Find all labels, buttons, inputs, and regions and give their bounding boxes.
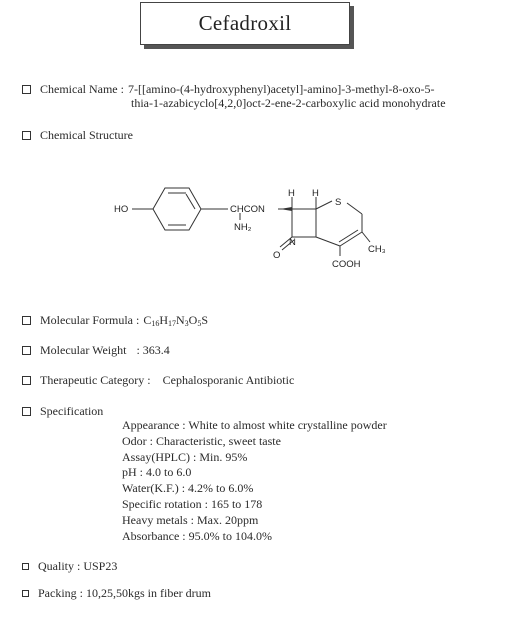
checkbox-bullet-icon <box>22 590 29 597</box>
therapeutic-category-row <box>22 373 294 388</box>
molecular-weight-row <box>22 343 170 358</box>
therapeutic-category-value: Cephalosporanic Antibiotic <box>162 373 295 387</box>
spec-item: Heavy metals : Max. 20ppm <box>122 512 259 527</box>
page-title: Cefadroxil <box>198 11 292 35</box>
molecular-formula-value: $C_{16}H_{17}N_3O_5S$ <box>143 313 209 328</box>
checkbox-bullet-icon <box>22 85 31 94</box>
molecular-formula-label: Molecular Formula : <box>40 313 140 327</box>
checkbox-bullet-icon <box>22 346 31 355</box>
specification-list <box>122 418 387 544</box>
chcon-label: CHCON <box>230 204 265 215</box>
checkbox-bullet-icon <box>22 407 31 416</box>
checkbox-bullet-icon <box>22 316 31 325</box>
spec-item: Appearance : White to almost white crystalline powder <box>122 418 387 432</box>
therapeutic-category-label: Therapeutic Category : <box>40 373 151 387</box>
quality-row <box>22 559 117 574</box>
checkbox-bullet-icon <box>22 131 31 140</box>
molecular-weight-value: : 363.4 <box>136 343 170 357</box>
spec-item: pH : 4.0 to 6.0 <box>122 465 192 480</box>
cooh-label: COOH <box>332 259 361 270</box>
spec-item: Odor : Characteristic, sweet taste <box>122 433 281 448</box>
molecular-formula-row <box>22 313 208 328</box>
chemical-name-row <box>22 82 435 97</box>
specification-label: Specification <box>40 404 104 418</box>
spec-item: Specific rotation : 165 to 178 <box>122 496 263 511</box>
nh2-label: NH₂ <box>234 222 252 233</box>
title-box <box>140 2 350 45</box>
chemical-name-line1: 7-[[amino-(4-hydroxyphenyl)acetyl]-amino]-3-methyl-8-oxo-5- <box>127 82 435 96</box>
packing-label: Packing : 10,25,50kgs in fiber drum <box>38 586 211 600</box>
chemical-structure-row <box>22 128 133 143</box>
checkbox-bullet-icon <box>22 563 29 570</box>
chemical-structure-label: Chemical Structure <box>40 128 133 142</box>
molecular-weight-label: Molecular Weight <box>40 343 127 357</box>
spec-item: Assay(HPLC) : Min. 95% <box>122 449 248 464</box>
spec-item: Water(K.F.) : 4.2% to 6.0% <box>122 481 254 496</box>
packing-row <box>22 586 211 601</box>
h1-label: H <box>288 188 295 199</box>
spec-item: Absorbance : 95.0% to 104.0% <box>122 528 272 543</box>
o-label: O <box>273 250 281 261</box>
chemical-name-label: Chemical Name : <box>40 82 124 96</box>
n-label: N <box>289 237 296 248</box>
ho-label: HO <box>114 204 129 215</box>
specification-row <box>22 404 103 419</box>
chemical-name-line2: thia-1-azabicyclo[4,2,0]oct-2-ene-2-carboxylic acid monohydrate <box>131 96 446 110</box>
quality-label: Quality : USP23 <box>38 559 118 573</box>
checkbox-bullet-icon <box>22 376 31 385</box>
ch3-label: CH₃ <box>368 244 386 255</box>
h2-label: H <box>312 188 319 199</box>
s-label: S <box>335 197 342 208</box>
chemical-structure-diagram <box>100 176 400 276</box>
